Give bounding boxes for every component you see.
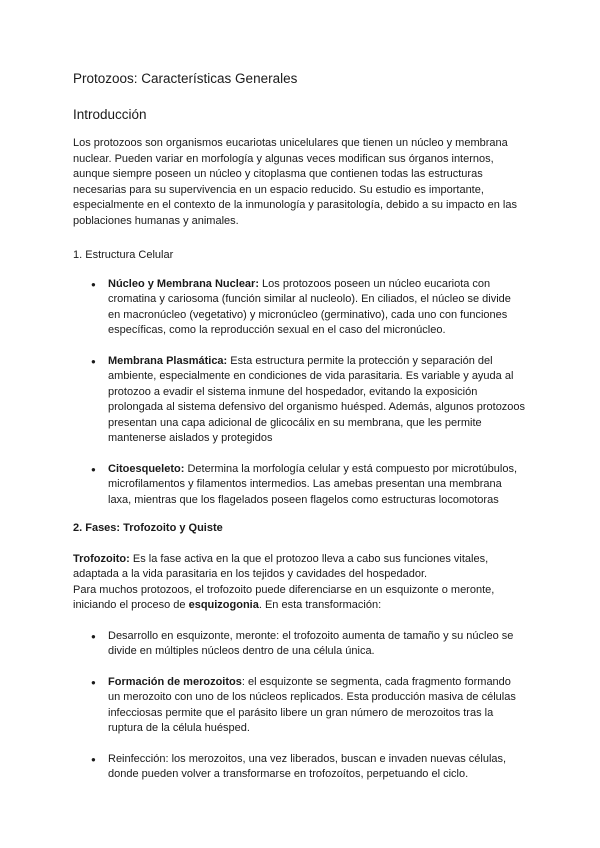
trofozoito-paragraph <box>73 552 526 614</box>
item-text: Reinfección: los merozoitos, una vez liberados, buscan e invaden nuevas células, donde pueden volver a transformarse en trofozoítos, perpetuando el ciclo. <box>108 752 507 780</box>
item-text: Los protozoos poseen un núcleo eucariota con cromatina y cariosoma (función similar al nucleolo). En ciliados, el núcleo se divide en macronúcleo (vegetativo) y micronúcleo (germinativo), cada uno con funciones específicas, como la reproducción sexual en el caso del micronúcleo. <box>108 277 511 336</box>
document-title: Protozoos: Características Generales <box>73 71 298 86</box>
item-term: Formación de merozoitos <box>108 675 242 688</box>
list-item <box>108 752 526 783</box>
trofozoito-text: Es la fase activa en la que el protozoo lleva a cabo sus funciones vitales, adaptada a la vida parasitaria en los tejidos y cavidades del hospedador. <box>73 552 489 580</box>
item-term: Membrana Plasmática: <box>108 354 228 367</box>
item-text: Determina la morfología celular y está compuesto por microtúbulos, microfilamentos y filamentos intermedios. Las amebas presentan una membrana laxa, mientras que los flagelados poseen flagelos como estructuras locomotoras <box>108 462 518 506</box>
list-item <box>108 675 526 737</box>
list-item <box>108 629 526 660</box>
intro-paragraph: Los protozoos son organismos eucariotas unicelulares que tienen un núcleo y membrana nuclear. Pueden variar en morfología y algunas veces modifican sus órganos internos, aunque siempre poseen un núcleo y citoplasma que contienen todas las estructuras necesarias para su supervivencia en un espacio reducido. Su estudio es importante, especialmente en el contexto de la inmunología y parasitología, debido a su impacto en las poblaciones humanas y animales. <box>73 137 517 227</box>
esquizogonia-term: esquizogonia <box>188 599 259 611</box>
section1-list <box>73 277 526 509</box>
item-text: Desarrollo en esquizonte, meronte: el trofozoito aumenta de tamaño y su núcleo se divide en múltiples núcleos dentro de una célula única. <box>108 629 514 657</box>
trofozoito-text2: Para muchos protozoos, el trofozoito puede diferenciarse en un esquizonte o meronte, iniciando el proceso de <box>73 583 495 611</box>
trofozoito-term: Trofozoito: <box>73 552 130 565</box>
list-item <box>108 277 526 339</box>
section2-title: 2. Fases: Trofozoito y Quiste <box>73 522 223 534</box>
item-term: Citoesqueleto: <box>108 462 185 475</box>
intro-heading: Introducción <box>73 107 147 122</box>
section2-list <box>73 629 526 783</box>
item-text: Esta estructura permite la protección y separación del ambiente, especialmente en condiciones de vida parasitaria. Es variable y ayuda al protozoo a evadir el sistema inmune del hospedador, evitando la exposición prolongada al sistema defensivo del organismo huésped. Además, algunos protozoos presentan una capa adicional de glicocálix en su membrana, que les permite mantenerse aislados y protegidos <box>108 354 526 444</box>
list-item <box>108 354 526 447</box>
item-text: : el esquizonte se segmenta, cada fragmento formando un merozoito con uno de los núcleos replicados. Esta producción masiva de células infecciosas permite que el parásito libere un gran número de merozoitos tras la ruptura de la célula huésped. <box>108 675 516 734</box>
list-item <box>108 462 526 509</box>
item-term: Núcleo y Membrana Nuclear: <box>108 277 259 290</box>
section1-title: 1. Estructura Celular <box>73 249 174 261</box>
trofozoito-text3: . En esta transformación: <box>258 599 382 611</box>
